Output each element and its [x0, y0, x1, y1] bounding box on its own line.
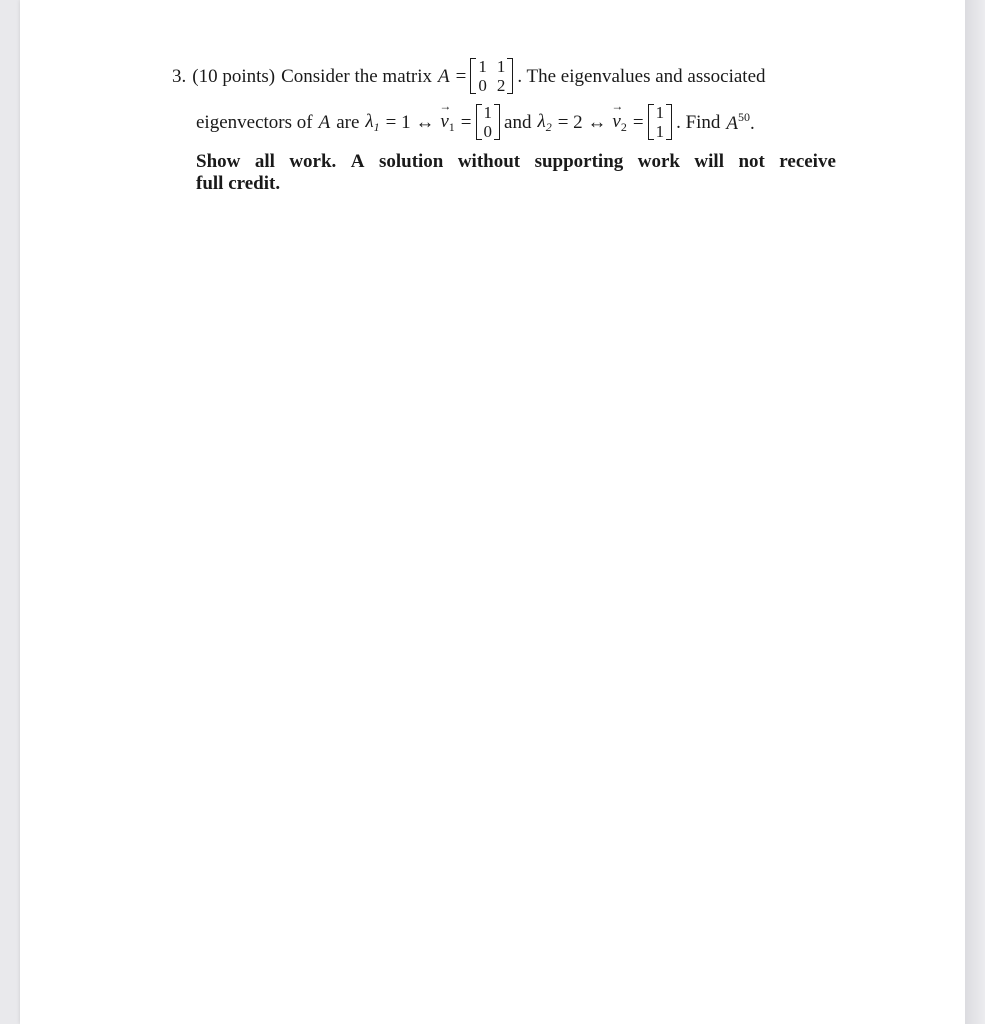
- find-text: . Find: [676, 111, 721, 133]
- matrix-name: A: [438, 65, 450, 87]
- right-bracket: [494, 104, 500, 140]
- bold-word: not: [738, 151, 765, 172]
- find-power: $A^{50}$.: [726, 110, 755, 134]
- matrix-a-entry: 0: [478, 76, 487, 95]
- vector-entry: 1: [655, 122, 665, 141]
- vector-v1: [476, 104, 501, 140]
- bold-word: receive: [779, 151, 836, 172]
- problem-line-2: [196, 96, 836, 148]
- vector-entry: 1: [483, 103, 493, 122]
- bold-word: work.: [289, 151, 337, 172]
- bold-word: without: [457, 151, 521, 172]
- bold-word: Show: [196, 151, 241, 172]
- right-bracket: [666, 104, 672, 140]
- right-bracket: [507, 58, 513, 94]
- problem-intro: Consider the matrix: [281, 65, 433, 87]
- bold-instruction-line-2: full credit.: [196, 173, 281, 194]
- v1-symbol: → $v_1$: [440, 112, 454, 133]
- line2-are: are: [336, 111, 360, 133]
- after-matrix-text: . The eigenvalues and associated: [517, 65, 766, 87]
- bold-word: solution: [378, 151, 444, 172]
- equals-sign: =: [455, 65, 467, 87]
- bold-word: work: [637, 151, 680, 172]
- v1-equals: =: [460, 111, 472, 133]
- bold-word: A: [350, 151, 365, 172]
- matrix-a: [470, 58, 513, 94]
- v2-equals: =: [632, 111, 644, 133]
- line2-matrix-name: A: [318, 111, 331, 133]
- bold-instruction-line-1: [196, 152, 836, 171]
- problem-points: (10 points): [192, 65, 276, 87]
- line2-start: eigenvectors of: [196, 111, 313, 133]
- lambda-2-value: = 2 ↔: [557, 111, 607, 133]
- bold-word: supporting: [534, 151, 624, 172]
- problem-number: 3.: [172, 65, 187, 87]
- lambda-2: $\lambda_2$: [537, 110, 552, 134]
- matrix-a-entry: 2: [496, 76, 506, 95]
- page-edge: [965, 0, 985, 1024]
- matrix-a-entry: 1: [496, 57, 506, 76]
- vector-entry: 1: [655, 103, 665, 122]
- bold-word: will: [694, 151, 724, 172]
- v2-symbol: → $v_2$: [612, 112, 626, 133]
- lambda-1: $\lambda_1$: [365, 110, 380, 134]
- vector-entry: 0: [483, 122, 493, 141]
- lambda-1-value: = 1 ↔: [385, 111, 435, 133]
- bold-word: all: [254, 151, 275, 172]
- and-text: and: [504, 111, 532, 133]
- vector-v2: [648, 104, 673, 140]
- matrix-a-entry: 1: [478, 57, 487, 76]
